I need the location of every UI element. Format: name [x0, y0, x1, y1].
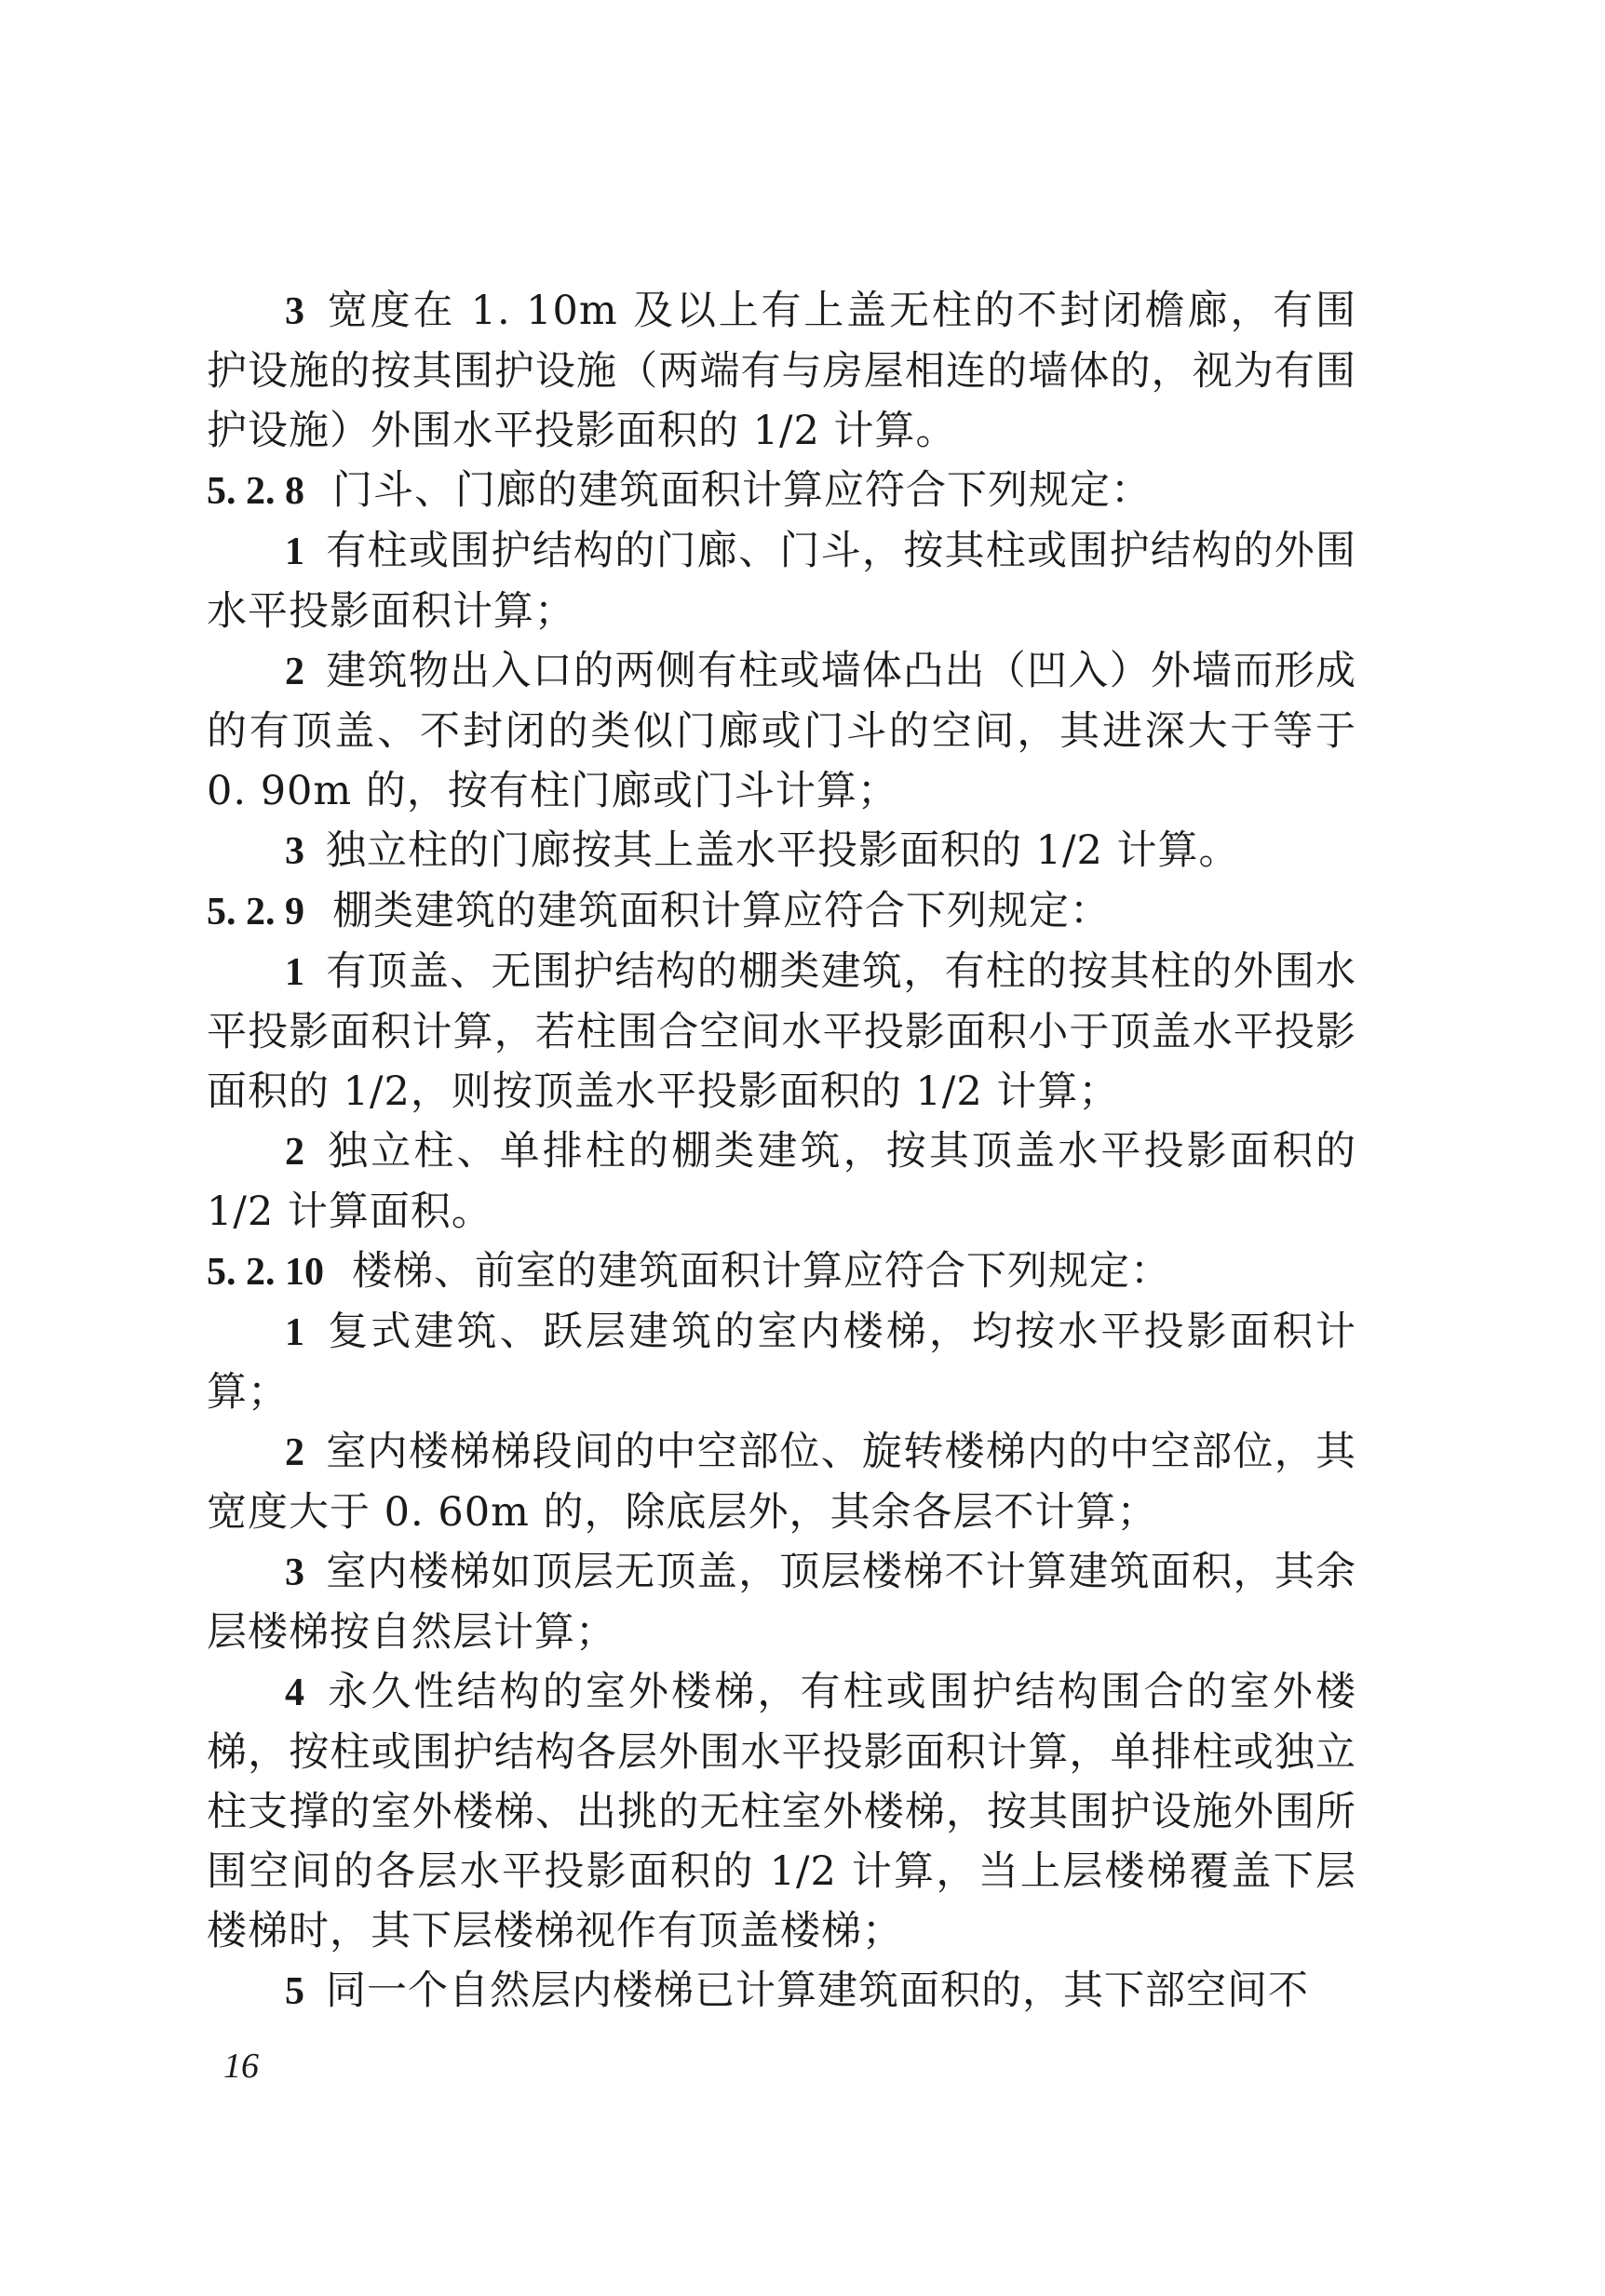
item-paragraph [207, 1422, 1356, 1542]
item-paragraph [207, 281, 1356, 461]
item-paragraph [207, 1121, 1356, 1242]
item-number: 2 [285, 651, 305, 693]
item-paragraph [207, 521, 1356, 641]
clause-number: 5. 2. 10 [207, 1251, 324, 1294]
clause-number: 5. 2. 8 [207, 470, 304, 513]
item-number: 2 [285, 1131, 305, 1174]
clause-text: 棚类建筑的建筑面积计算应符合下列规定： [332, 888, 1111, 934]
item-text: 有柱或围护结构的门廊、门斗，按其柱或围护结构的外围水平投影面积计算； [207, 528, 1356, 635]
item-paragraph [207, 821, 1356, 881]
clause-text: 门斗、门廊的建筑面积计算应符合下列规定： [332, 467, 1152, 514]
item-text: 同一个自然层内楼梯已计算建筑面积的，其下部空间不 [326, 1967, 1309, 2014]
item-number: 3 [285, 290, 305, 333]
item-number: 1 [285, 951, 305, 994]
item-text: 宽度在 1. 10m 及以上有上盖无柱的不封闭檐廊，有围护设施的按其围护设施（两端有与房屋相连的墙体的，视为有围护设施）外围水平投影面积的 1/2 计算。 [207, 288, 1356, 454]
body-text [207, 281, 1356, 2021]
item-text: 永久性结构的室外楼梯，有柱或围护结构围合的室外楼梯，按柱或围护结构各层外围水平投影面积计算，单排柱或独立柱支撑的室外楼梯、出挑的无柱室外楼梯，按其围护设施外围所围空间的各层水平投影面积的 1/2 计算，当上层楼梯覆盖下层楼梯时，其下层楼梯视作有顶盖楼梯； [207, 1669, 1356, 1954]
clause-paragraph [207, 461, 1356, 521]
item-number: 3 [285, 830, 305, 873]
clause-paragraph [207, 881, 1356, 942]
item-number: 2 [285, 1431, 305, 1474]
item-paragraph [207, 641, 1356, 821]
page-number: 16 [223, 2047, 259, 2086]
item-paragraph [207, 1542, 1356, 1662]
item-text: 室内楼梯梯段间的中空部位、旋转楼梯内的中空部位，其宽度大于 0. 60m 的，除底层外，其余各层不计算； [207, 1429, 1356, 1536]
item-number: 4 [285, 1672, 305, 1714]
item-text: 有顶盖、无围护结构的棚类建筑，有柱的按其柱的外围水平投影面积计算，若柱围合空间水平投影面积小于顶盖水平投影面积的 1/2，则按顶盖水平投影面积的 1/2 计算； [207, 948, 1356, 1115]
item-number: 5 [285, 1970, 305, 2013]
item-paragraph [207, 1961, 1356, 2021]
item-text: 独立柱、单排柱的棚类建筑，按其顶盖水平投影面积的 1/2 计算面积。 [207, 1128, 1356, 1235]
item-text: 建筑物出入口的两侧有柱或墙体凸出（凹入）外墙而形成的有顶盖、不封闭的类似门廊或门斗的空间，其进深大于等于 0. 90m 的，按有柱门廊或门斗计算； [207, 648, 1356, 814]
item-paragraph [207, 1662, 1356, 1961]
clause-text: 楼梯、前室的建筑面积计算应符合下列规定： [352, 1248, 1171, 1295]
item-text: 独立柱的门廊按其上盖水平投影面积的 1/2 计算。 [326, 827, 1240, 874]
clause-number: 5. 2. 9 [207, 891, 304, 933]
item-paragraph [207, 942, 1356, 1121]
item-number: 3 [285, 1551, 305, 1594]
item-paragraph [207, 1302, 1356, 1422]
item-text: 室内楼梯如顶层无顶盖，顶层楼梯不计算建筑面积，其余层楼梯按自然层计算； [207, 1549, 1356, 1656]
item-text: 复式建筑、跃层建筑的室内楼梯，均按水平投影面积计算； [207, 1309, 1356, 1416]
clause-paragraph [207, 1242, 1356, 1302]
item-number: 1 [285, 530, 305, 573]
item-number: 1 [285, 1311, 305, 1354]
